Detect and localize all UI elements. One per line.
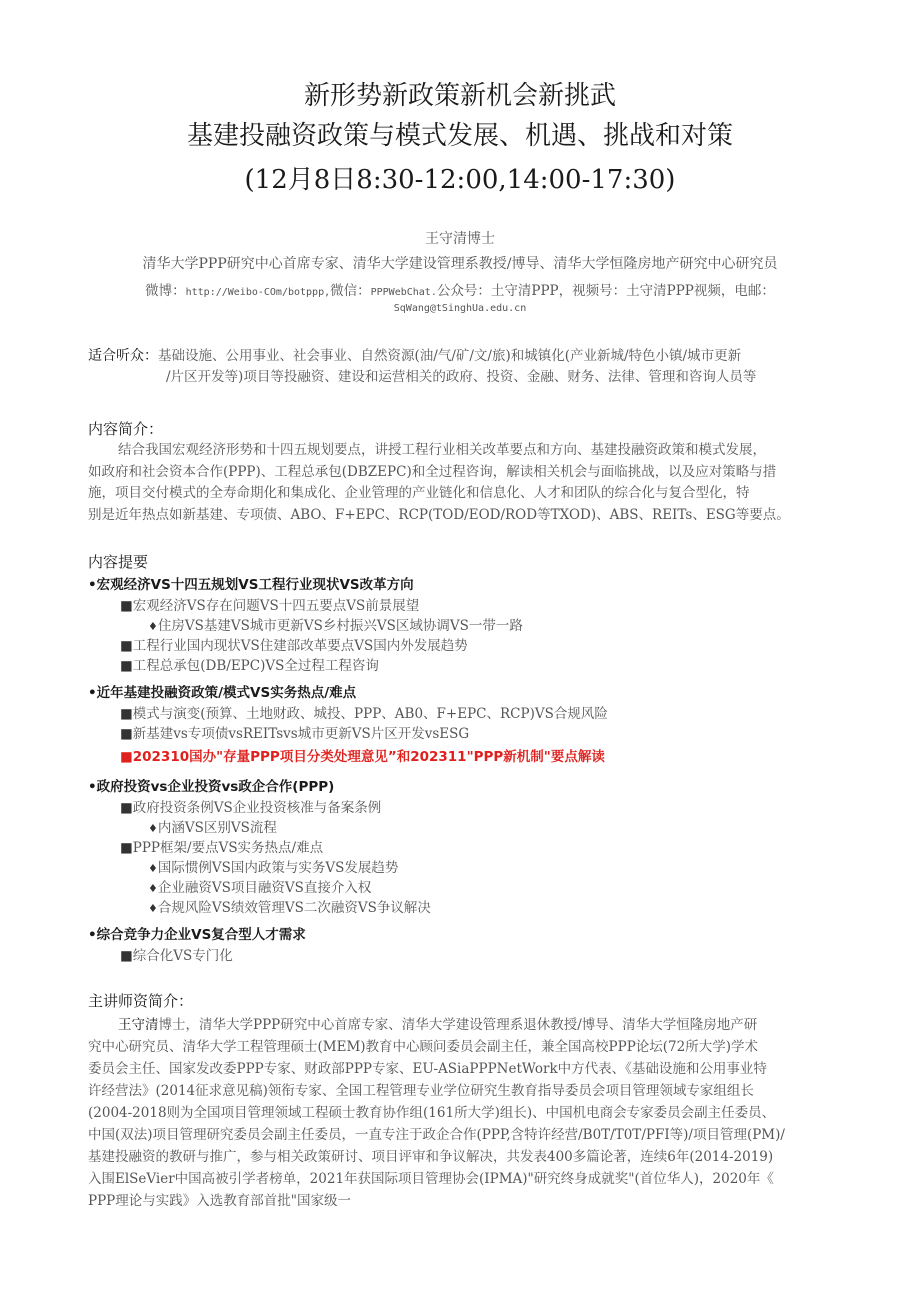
highlight-item: ■202310国办"存量PPP项目分类处理意见”和202311"PPP新机制"要点解读 [120,749,605,765]
contact-rest: 公众号：土守清PPP，视频号：土守清PPP视频，电邮： [436,283,775,299]
outline-section-3: •政府投资vs企业投资vs政企合作(PPP) [88,779,335,795]
list-item: ♦住房VS基建VS城市更新VS乡村振兴VS区域协调VS一带一路 [148,618,523,634]
bio-heading: 主讲师资简介： [88,992,194,1010]
list-item: ■工程行业国内现状VS住建部改革要点VS国内外发展趋势 [120,638,468,654]
bio-line: 中国(双法)项目管理研究委员会副主任委员，一直专注于政企合作(PPP,含特许经营/B0T/T0T/PFI等)/项目管理(PM)/ [88,1127,785,1143]
list-item: ■PPP框架/要点VS实务热点/难点 [120,840,324,856]
bio-line: 许经营法》(2014征求意见稿)领衔专家、全国工程管理专业学位研究生教育指导委员会项目管理领域专家组组长 [88,1083,754,1099]
list-item: ■工程总承包(DB/EPC)VS全过程工程咨询 [120,658,379,674]
wechat-label: 微信： [330,283,371,299]
weibo-label: 微博： [145,283,186,299]
audience-line-1: 基础设施、公用事业、社会事业、自然资源(油/气/矿/文/旅)和城镇化(产业新城/特色小镇/城市更新 [158,348,742,364]
bio-paragraph [88,1014,858,1212]
outline-heading: 内容提要 [88,553,149,571]
list-item: ■综合化VS专门化 [120,948,233,964]
bio-line: 入围ElSeVier中国高被引学者榜单，2021年获国际项目管理协会(IPMA)"研究终身成就奖"(首位华人)，2020年《 [88,1171,774,1187]
list-item: ♦内涵VS区别VS流程 [148,820,277,836]
square-bullet-icon: ■ [120,800,133,816]
diamond-bullet-icon: ♦ [148,822,158,835]
outline-section-4: •综合竞争力企业VS复合型人才需求 [88,927,306,943]
title-line-2: 基建投融资政策与模式发展、机遇、挑战和对策 [186,121,733,151]
square-bullet-icon: ■ [120,658,133,674]
intro-line: 结合我国宏观经济形势和十四五规划要点，讲授工程行业相关改革要点和方向、基建投融资政策和模式发展， [118,442,766,458]
title-line-3: (12月8日8:30-12:00,14:00-17:30) [244,165,676,195]
outline-section-2: •近年基建投融资政策/模式VS实务热点/难点 [88,685,357,701]
author-affiliation: 清华大学PPP研究中心首席专家、清华大学建设管理系教授/博导、清华大学恒隆房地产研究中心研究员 [142,256,778,272]
bio-line: (2004-2018则为全国项目管理领域工程硕士教育协作组(161所大学)组长)、中国机电商会专家委员会副主任委员、 [88,1105,776,1121]
intro-line: 如政府和社会资本合作(PPP)、工程总承包(DBZEPC)和全过程咨询，解读相关机会与面临挑战，以及应对策略与措 [88,463,777,480]
diamond-bullet-icon: ♦ [148,862,158,875]
list-item: ♦合规风险VS绩效管理VS二次融资VS争议解决 [148,900,431,916]
bio-line: 究中心研究员、清华大学工程管理硕士(MEM)教育中心顾问委员会副主任，兼全国高校PPP论坛(72所大学)学术 [88,1039,758,1055]
square-bullet-icon: ■ [120,598,133,614]
list-item: ■宏观经济VS存在问题VS十四五要点VS前景展望 [120,598,420,614]
square-bullet-icon: ■ [120,840,133,856]
audience-line-2: /片区开发等)项目等投融资、建设和运营相关的政府、投资、金融、财务、法律、管理和咨询人员等 [166,369,757,385]
diamond-bullet-icon: ♦ [148,882,158,895]
diamond-bullet-icon: ♦ [148,620,158,633]
square-bullet-icon: ■ [120,706,133,722]
list-item: ■政府投资条例VS企业投资核准与备案条例 [120,800,382,816]
speaker-name: 王守清 [118,1017,159,1033]
bio-line: PPP理论与实践》入选教育部首批"国家级一 [88,1193,351,1209]
outline-section-1: •宏观经济VS十四五规划VS工程行业现状VS改革方向 [88,577,414,593]
wechat-id: PPPWebChat. [370,287,437,298]
contact-info [0,279,920,299]
intro-line: 别是近年热点如新基建、专项债、ABO、F+EPC、RCP(TOD/EOD/ROD等TXOD)、ABS、REITs、ESG等要点。 [88,506,790,523]
square-bullet-icon: ■ [120,638,133,654]
audience-label: 适合听众： [88,348,158,364]
author-name: 王守清博士 [425,231,495,247]
email-link[interactable]: SqWang@tSinghUa.edu.cn [393,303,527,314]
square-bullet-icon: ■ [120,726,133,742]
intro-heading: 内容简介： [88,420,164,438]
bio-line: 委员会主任、国家发改委PPP专家、财政部PPP专家、EU-ASiaPPPNetWork中方代表、《基础设施和公用事业特 [88,1061,767,1077]
square-bullet-icon: ■ [120,948,133,964]
intro-paragraph [88,440,858,526]
weibo-link[interactable]: http://Weibo-COm/botppp, [185,287,331,298]
list-item: ♦国际惯例VS国内政策与实务VS发展趋势 [148,860,399,876]
list-item: ■新基建vs专项债vsREITsvs城市更新VS片区开发vsESG [120,726,470,742]
bio-line: 基建投融资的教研与推广，参与相关政策研讨、项目评审和争议解决，共发表400多篇论著，连续6年(2014-2019) [88,1149,774,1165]
audience-section [88,346,868,388]
intro-line: 施，项目交付模式的全寿命期化和集成化、企业管理的产业链化和信息化、人才和团队的综合化与复合型化，特 [88,485,750,501]
bio-line: 博士，清华大学PPP研究中心首席专家、清华大学建设管理系退休教授/博导、清华大学恒隆房地产研 [158,1017,758,1033]
outline-list [88,574,888,966]
list-item: ■模式与演变(预算、土地财政、城投、PPP、AB0、F+EPC、RCP)VS合规风险 [120,706,608,722]
diamond-bullet-icon: ♦ [148,902,158,915]
list-item: ♦企业融资VS项目融资VS直接介入权 [148,880,372,896]
title-line-1: 新形势新政策新机会新挑武 [303,81,616,111]
